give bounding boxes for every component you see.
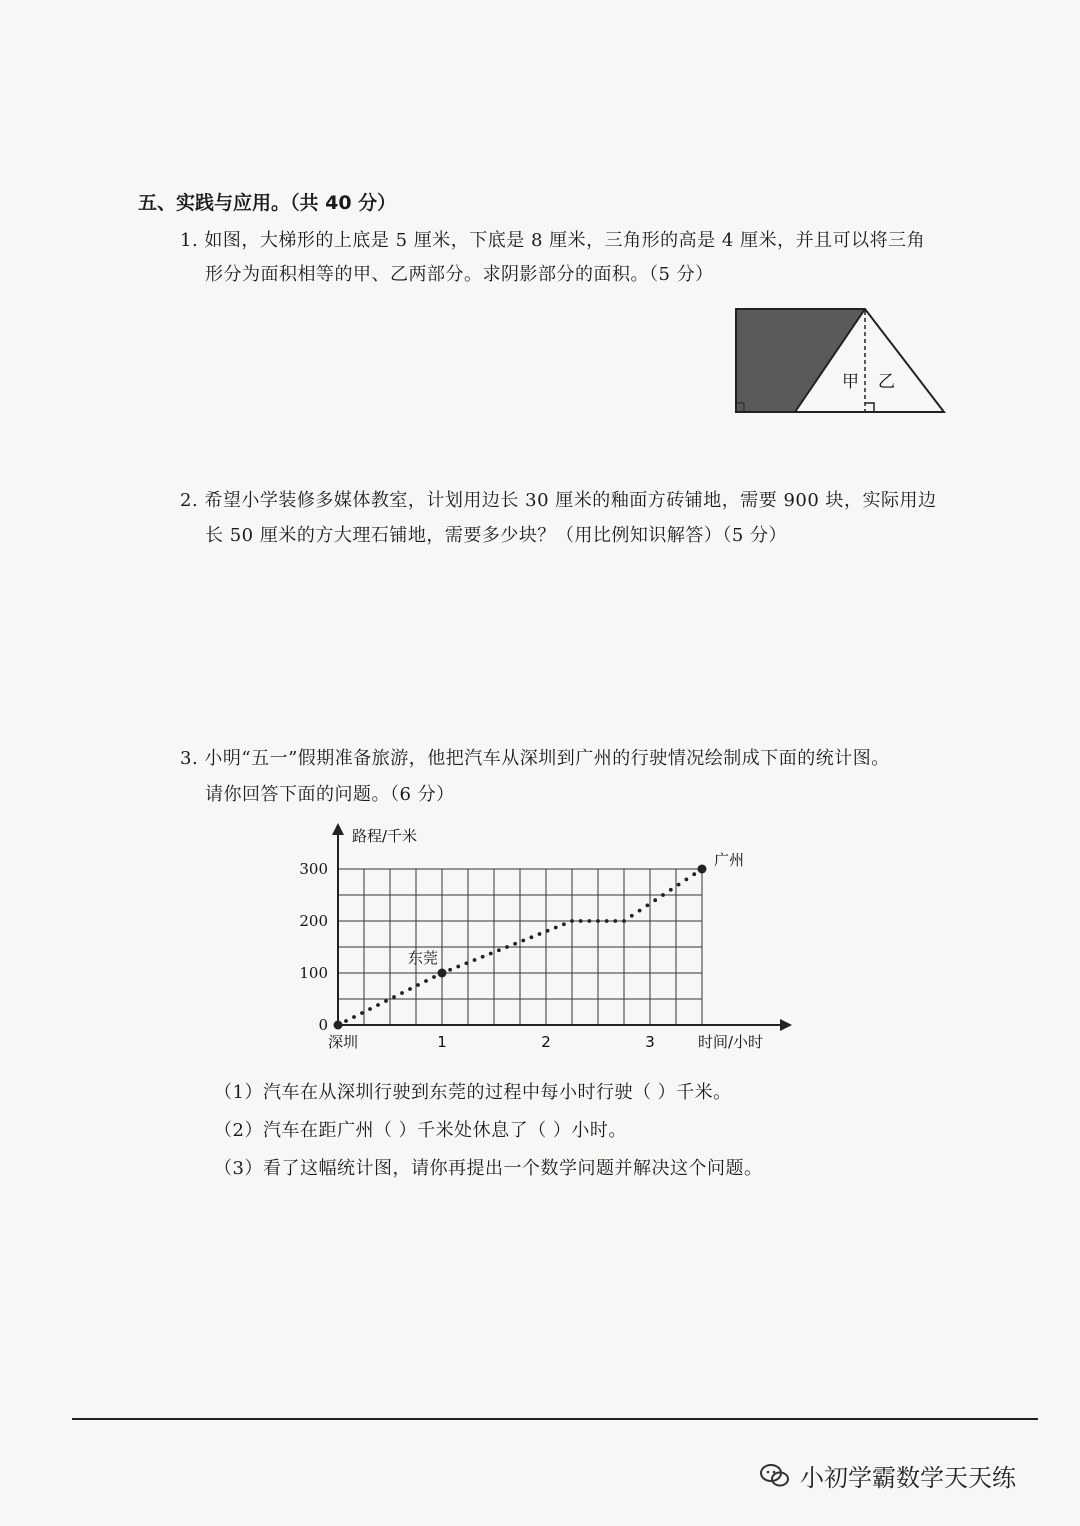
series-point — [368, 1007, 372, 1011]
question-3-line-2: 请你回答下面的问题。（6 分） — [205, 784, 455, 805]
chart-grid — [338, 869, 702, 1025]
question-1-line-2: 形分为面积相等的甲、乙两部分。求阴影部分的面积。（5 分） — [205, 264, 714, 285]
series-point — [416, 983, 420, 987]
series-point — [513, 942, 517, 946]
y-tick-label: 0 — [318, 1016, 328, 1034]
x-tick-label: 3 — [645, 1033, 655, 1051]
series-point — [587, 919, 591, 923]
annotation-label: 广州 — [714, 851, 745, 869]
question-3-sub-3: （3）看了这幅统计图，请你再提出一个数学问题并解决这个问题。 — [214, 1158, 763, 1179]
series-point — [570, 919, 574, 923]
series-point — [497, 948, 501, 952]
series-point — [596, 919, 600, 923]
series-point — [538, 932, 542, 936]
annotation-point — [698, 865, 707, 874]
series-point — [529, 935, 533, 939]
series-point — [646, 904, 650, 908]
y-tick-label: 200 — [299, 912, 328, 930]
wechat-icon — [760, 1463, 790, 1495]
series-point — [605, 919, 609, 923]
series-point — [424, 979, 428, 983]
label-jia: 甲 — [842, 372, 859, 392]
series-point — [408, 987, 412, 991]
distance-time-chart — [290, 815, 810, 1060]
footer-rule — [72, 1418, 1038, 1420]
series-point — [464, 961, 468, 965]
y-axis-arrow — [332, 823, 344, 835]
start-point — [334, 1021, 343, 1030]
series-point — [432, 975, 436, 979]
section-title: 五、实践与应用。（共 40 分） — [138, 192, 397, 214]
x-tick-label: 深圳 — [327, 1033, 359, 1051]
annotation-point — [438, 969, 447, 978]
watermark-text: 小初学霸数学天天练 — [800, 1464, 1016, 1492]
series-point — [392, 995, 396, 999]
question-3-line-1: 3. 小明“五一”假期准备旅游，他把汽车从深圳到广州的行驶情况绘制成下面的统计图。 — [180, 748, 890, 769]
series-point — [613, 919, 617, 923]
series-point — [638, 909, 642, 913]
x-axis-label: 时间/小时 — [698, 1033, 764, 1051]
series-point — [579, 919, 583, 923]
label-yi: 乙 — [878, 372, 895, 392]
series-point — [481, 955, 485, 959]
right-angle-mark — [865, 403, 874, 412]
question-1-line-1: 1. 如图，大梯形的上底是 5 厘米，下底是 8 厘米，三角形的高是 4 厘米，并且可以将三角 — [180, 230, 926, 251]
series-point — [448, 968, 452, 972]
watermark — [760, 1458, 1016, 1495]
y-tick-label: 100 — [299, 964, 328, 982]
trapezoid-figure — [730, 302, 950, 420]
series-point — [456, 965, 460, 969]
series-point — [546, 929, 550, 933]
series-point — [505, 945, 509, 949]
series-point — [677, 883, 681, 887]
y-tick-label: 300 — [299, 860, 328, 878]
series-point — [352, 1015, 356, 1019]
series-point — [692, 872, 696, 876]
series-point — [384, 999, 388, 1003]
question-3-sub-2: （2）汽车在距广州（ ）千米处休息了（ ）小时。 — [214, 1120, 627, 1141]
shaded-region — [736, 309, 865, 412]
series-point — [661, 893, 665, 897]
series-point — [685, 878, 689, 882]
question-3-sub-1: （1）汽车在从深圳行驶到东莞的过程中每小时行驶（ ）千米。 — [214, 1082, 732, 1103]
question-2-line-2: 长 50 厘米的方大理石铺地，需要多少块？（用比例知识解答）（5 分） — [205, 525, 788, 546]
series-point — [400, 991, 404, 995]
question-2-line-1: 2. 希望小学装修多媒体教室，计划用边长 30 厘米的釉面方砖铺地，需要 900 块，实际用边 — [180, 490, 937, 511]
series-point — [360, 1011, 364, 1015]
series-point — [376, 1003, 380, 1007]
series-point — [630, 914, 634, 918]
series-point — [489, 952, 493, 956]
series-point — [554, 926, 558, 930]
series-point — [669, 888, 673, 892]
series-point — [473, 958, 477, 962]
series-point — [562, 922, 566, 926]
y-axis-label: 路程/千米 — [352, 827, 418, 845]
x-tick-label: 1 — [437, 1033, 447, 1051]
x-axis-arrow — [780, 1019, 792, 1031]
series-point — [521, 939, 525, 943]
series-point — [622, 919, 626, 923]
series-point — [344, 1019, 348, 1023]
series-point — [653, 898, 657, 902]
x-tick-label: 2 — [541, 1033, 551, 1051]
annotation-label: 东莞 — [407, 949, 438, 967]
